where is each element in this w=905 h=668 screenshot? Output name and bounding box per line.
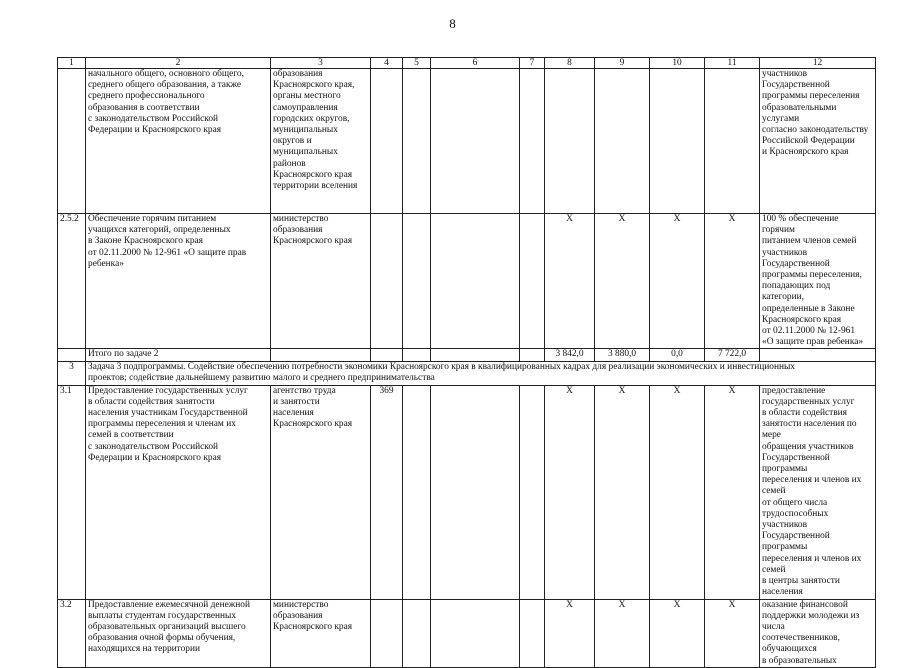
cell-executor xyxy=(271,349,371,361)
cell-measure: начального общего, основного общего, среднего общего образования, а также среднего профессионального образования в соответствии с законодательством Российской Федерации и Красноярского края xyxy=(86,69,271,214)
cell-c11: X xyxy=(705,599,760,667)
cell-executor: министерство образования Красноярского края xyxy=(271,599,371,667)
cell-c8: X xyxy=(545,214,595,349)
cell-c11 xyxy=(705,69,760,214)
total-c10: 0,0 xyxy=(650,349,705,361)
cell-result: предоставление государственных услуг в области содействия занятости населения по мере обращения участников Государственной программы переселения и членов их семей от общего числа трудоспособных участников Государственной программы переселения и членов их семей в центры занятости населения xyxy=(760,385,876,599)
col-header: 3 xyxy=(271,58,371,69)
cell-number: 3.1 xyxy=(58,385,86,599)
cell-c4 xyxy=(371,599,403,667)
cell-measure: Предоставление ежемесячной денежной выплаты студентам государственных образовательных организаций высшего образования очной формы обучения, находящихся на территории xyxy=(86,599,271,667)
cell-measure: Предоставление государственных услуг в области содействия занятости населения участникам Государственной программы переселения и членам их семей в соответствии с законодательством Российской Федерации и Красноярского края xyxy=(86,385,271,599)
cell-c5 xyxy=(403,385,431,599)
cell-executor: агентство труда и занятости населения Красноярского края xyxy=(271,385,371,599)
cell-c11: X xyxy=(705,214,760,349)
col-header: 7 xyxy=(520,58,545,69)
cell-c10 xyxy=(650,69,705,214)
total-label: Итого по задаче 2 xyxy=(86,349,271,361)
cell-c6 xyxy=(431,385,520,599)
col-header: 12 xyxy=(760,58,876,69)
cell-c8: X xyxy=(545,599,595,667)
cell-result xyxy=(760,349,876,361)
cell-c5 xyxy=(403,349,431,361)
cell-c7 xyxy=(520,385,545,599)
cell-number xyxy=(58,69,86,214)
cell-c10: X xyxy=(650,599,705,667)
col-header: 6 xyxy=(431,58,520,69)
col-header: 1 xyxy=(58,58,86,69)
cell-c9: X xyxy=(595,385,650,599)
cell-result: участников Государственной программы переселения образовательными услугами согласно законодательству Российской Федерации и Красноярского края xyxy=(760,69,876,214)
cell-c9: X xyxy=(595,599,650,667)
cell-number: 2.5.2 xyxy=(58,214,86,349)
cell-c10: X xyxy=(650,385,705,599)
table-row xyxy=(58,385,876,599)
cell-c5 xyxy=(403,214,431,349)
page-number: 8 xyxy=(449,16,456,31)
task-description: Задача 3 подпрограммы. Содействие обеспечению потребности экономики Красноярского края в квалифицированных кадрах для реализации экономических и инвестиционных проектов; содействие дальнейшему развитию малого и среднего предпринимательства xyxy=(86,361,876,385)
cell-c8: X xyxy=(545,385,595,599)
cell-executor: образования Красноярского края, органы местного самоуправления городских округов, муниципальных округов и муниципальных районов Красноярского края территории вселения xyxy=(271,69,371,214)
cell-c5 xyxy=(403,69,431,214)
col-header: 11 xyxy=(705,58,760,69)
cell-number: 3.2 xyxy=(58,599,86,667)
cell-c9: X xyxy=(595,214,650,349)
cell-executor: министерство образования Красноярского края xyxy=(271,214,371,349)
col-header: 8 xyxy=(545,58,595,69)
col-header: 5 xyxy=(403,58,431,69)
task-number: 3 xyxy=(58,361,86,385)
task-row xyxy=(58,361,876,385)
col-header: 10 xyxy=(650,58,705,69)
cell-c8 xyxy=(545,69,595,214)
cell-result: оказание финансовой поддержки молодежи из числа соотечественников, обучающихся в образовательных xyxy=(760,599,876,667)
cell-c7 xyxy=(520,69,545,214)
table-row xyxy=(58,214,876,349)
table-row xyxy=(58,69,876,214)
column-number-row xyxy=(58,58,876,69)
cell-c6 xyxy=(431,349,520,361)
total-c9: 3 880,0 xyxy=(595,349,650,361)
total-c11: 7 722,0 xyxy=(705,349,760,361)
cell-c6 xyxy=(431,214,520,349)
cell-result: 100 % обеспечение горячим питанием членов семей участников Государственной программы переселения, попадающих под категории, определенные в Законе Красноярского края от 02.11.2000 № 12-961 «О защите прав ребенка» xyxy=(760,214,876,349)
cell-c4: 369 xyxy=(371,385,403,599)
cell-c4 xyxy=(371,69,403,214)
cell-c6 xyxy=(431,69,520,214)
cell-c7 xyxy=(520,349,545,361)
col-header: 2 xyxy=(86,58,271,69)
cell-c6 xyxy=(431,599,520,667)
cell-c11: X xyxy=(705,385,760,599)
program-table xyxy=(57,57,876,668)
cell-c4 xyxy=(371,349,403,361)
total-row xyxy=(58,349,876,361)
cell-number xyxy=(58,349,86,361)
col-header: 4 xyxy=(371,58,403,69)
cell-c7 xyxy=(520,599,545,667)
col-header: 9 xyxy=(595,58,650,69)
cell-c5 xyxy=(403,599,431,667)
table-row xyxy=(58,599,876,667)
cell-measure: Обеспечение горячим питанием учащихся категорий, определенных в Законе Красноярского края от 02.11.2000 № 12-961 «О защите прав ребенка» xyxy=(86,214,271,349)
total-c8: 3 842,0 xyxy=(545,349,595,361)
cell-c4 xyxy=(371,214,403,349)
cell-c10: X xyxy=(650,214,705,349)
cell-c7 xyxy=(520,214,545,349)
cell-c9 xyxy=(595,69,650,214)
